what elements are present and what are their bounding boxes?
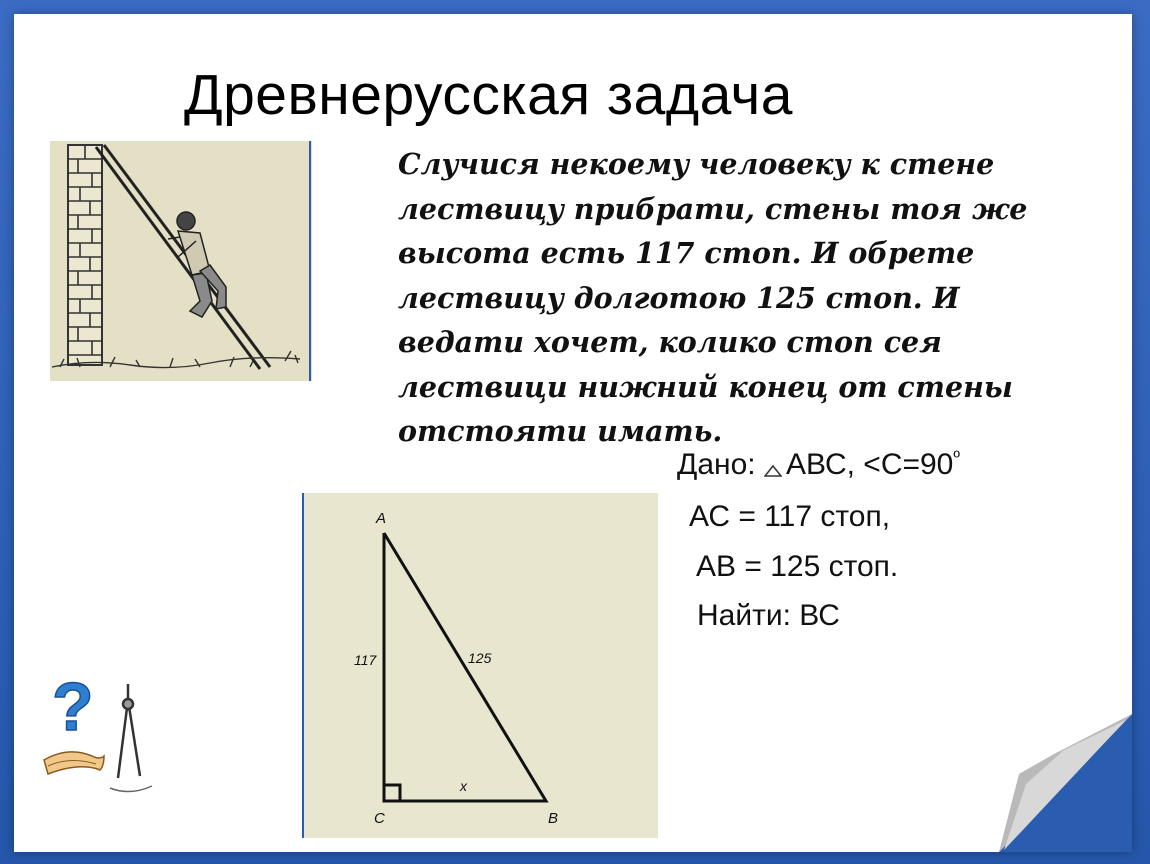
given-label: Дано: (677, 448, 756, 481)
triangle-diagram (302, 493, 658, 838)
find-line: Найти: ВС (697, 599, 840, 632)
given-line-2: АС = 117 стоп, (689, 500, 891, 533)
side-ab-label: 125 (468, 650, 492, 666)
degree-sign: º (953, 447, 960, 467)
given-triangle-text: АВС, <С=90 (785, 448, 954, 481)
page-title: Древнерусская задача (184, 63, 793, 127)
vertex-a-label: А (376, 510, 387, 527)
triangle-icon (764, 463, 782, 477)
ladder-wall-illustration (50, 141, 312, 381)
svg-text:?: ? (52, 669, 94, 745)
vertex-c-label: С (374, 810, 385, 827)
side-bc-label: x (460, 778, 467, 794)
question-book-compass-icon (40, 660, 170, 800)
problem-text: Случися некоему человеку к стене лествицу прибрати, стены тоя же высота есть 117 стоп. И обрете лествицу долготою 125 стоп. И ведати хочет, колико стоп сея лествици нижний конец от стены отстояти имать. (398, 147, 1028, 448)
given-line-3: АВ = 125 стоп. (696, 550, 899, 583)
given-line-1 (677, 447, 960, 482)
vertex-b-label: В (548, 810, 559, 827)
side-ac-label: 117 (354, 652, 377, 668)
